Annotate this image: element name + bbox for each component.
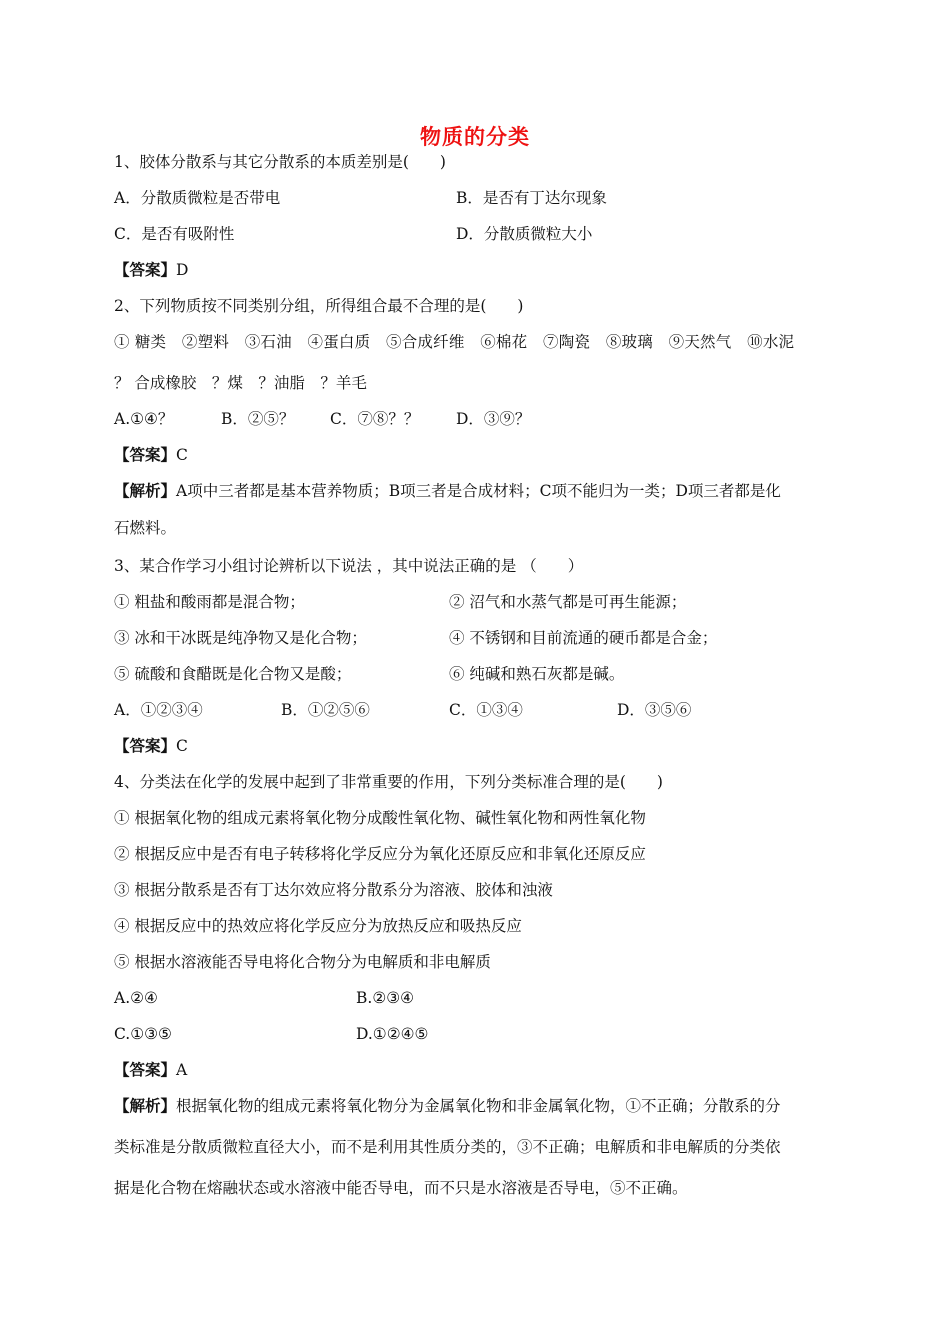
- q3-statement-2: ② 沼气和水蒸气都是可再生能源；: [449, 593, 687, 611]
- q2-option-b: B．②⑤？: [221, 410, 295, 428]
- q4-answer: [114, 1060, 187, 1080]
- answer-value: C: [176, 737, 188, 755]
- q3-statement-5: ⑤ 硫酸和食醋既是化合物又是酸；: [114, 665, 352, 683]
- analysis-text: 根据氧化物的组成元素将氧化物分为金属氧化物和非金属氧化物，①不正确；分散系的分: [176, 1097, 781, 1115]
- q3-statement-4: ④ 不锈钢和目前流通的硬币都是合金；: [449, 629, 718, 647]
- q3-statement-1: ① 粗盐和酸雨都是混合物；: [114, 593, 305, 611]
- q3-statement-3: ③ 冰和干冰既是纯净物又是化合物；: [114, 629, 367, 647]
- answer-value: A: [176, 1061, 188, 1079]
- q1-option-c: C．是否有吸附性: [114, 225, 235, 243]
- analysis-tag: 【解析】: [114, 482, 177, 500]
- q4-option-b: B.②③④: [356, 989, 415, 1007]
- q1-answer: [114, 260, 188, 280]
- answer-tag: 【答案】: [114, 1061, 177, 1079]
- q2-answer: [114, 445, 188, 465]
- q4-analysis-line3: 据是化合物在熔融状态或水溶液中能否导电，而不只是水溶液是否导电，⑤不正确。: [114, 1179, 688, 1197]
- q2-analysis-line2: 石燃料。: [114, 519, 177, 537]
- q2-option-c: C．⑦⑧？？: [330, 410, 420, 428]
- q4-option-d: D.①②④⑤: [356, 1025, 429, 1043]
- q3-option-c: C．①③④: [449, 701, 523, 719]
- q4-option-c: C.①③⑤: [114, 1025, 172, 1043]
- q1-option-d: D．分散质微粒大小: [456, 225, 593, 243]
- q2-analysis-line1: [114, 481, 781, 501]
- q4-option-a: A.②④: [114, 989, 158, 1007]
- q1-option-a: A．分散质微粒是否带电: [114, 189, 281, 207]
- q1-option-b: B．是否有丁达尔现象: [456, 189, 607, 207]
- q4-statement-4: ④ 根据反应中的热效应将化学反应分为放热反应和吸热反应: [114, 917, 522, 935]
- q4-analysis-line1: [114, 1096, 781, 1116]
- q3-statement-6: ⑥ 纯碱和熟石灰都是碱。: [449, 665, 625, 683]
- answer-value: C: [176, 446, 188, 464]
- analysis-text: A项中三者都是基本营养物质；B项三者是合成材料；C项不能归为一类；D项三者都是化: [176, 482, 781, 500]
- q2-stem: 2、下列物质按不同类别分组，所得组合最不合理的是( ): [114, 297, 524, 315]
- answer-value: D: [176, 261, 189, 279]
- q2-option-d: D．③⑨？: [456, 410, 531, 428]
- q3-option-a: A．①②③④: [114, 701, 203, 719]
- q4-analysis-line2: 类标准是分散质微粒直径大小，而不是利用其性质分类的，③不正确；电解质和非电解质的分类依: [114, 1138, 781, 1156]
- q1-stem: 1、胶体分散系与其它分散系的本质差别是( ): [114, 153, 446, 171]
- q4-statement-1: ① 根据氧化物的组成元素将氧化物分成酸性氧化物、碱性氧化物和两性氧化物: [114, 809, 646, 827]
- q3-option-b: B．①②⑤⑥: [281, 701, 370, 719]
- q4-stem: 4、分类法在化学的发展中起到了非常重要的作用，下列分类标准合理的是( ): [114, 773, 663, 791]
- q3-answer: [114, 736, 188, 756]
- q2-items-line2: ？ 合成橡胶 ？煤 ？油脂 ？羊毛: [114, 374, 367, 392]
- q2-option-a: A.①④？: [114, 410, 174, 428]
- q3-stem: 3、某合作学习小组讨论辨析以下说法 ，其中说法正确的是 （ ）: [114, 557, 584, 575]
- answer-tag: 【答案】: [114, 737, 177, 755]
- q4-statement-5: ⑤ 根据水溶液能否导电将化合物分为电解质和非电解质: [114, 953, 491, 971]
- page-title: 物质的分类: [420, 125, 530, 149]
- answer-tag: 【答案】: [114, 446, 177, 464]
- q3-option-d: D．③⑤⑥: [617, 701, 692, 719]
- q4-statement-2: ② 根据反应中是否有电子转移将化学反应分为氧化还原反应和非氧化还原反应: [114, 845, 646, 863]
- q2-items-line1: ① 糖类 ②塑料 ③石油 ④蛋白质 ⑤合成纤维 ⑥棉花 ⑦陶瓷 ⑧玻璃 ⑨天然气 ⑩水泥: [114, 333, 795, 351]
- q4-statement-3: ③ 根据分散系是否有丁达尔效应将分散系分为溶液、胶体和浊液: [114, 881, 553, 899]
- answer-tag: 【答案】: [114, 261, 177, 279]
- analysis-tag: 【解析】: [114, 1097, 177, 1115]
